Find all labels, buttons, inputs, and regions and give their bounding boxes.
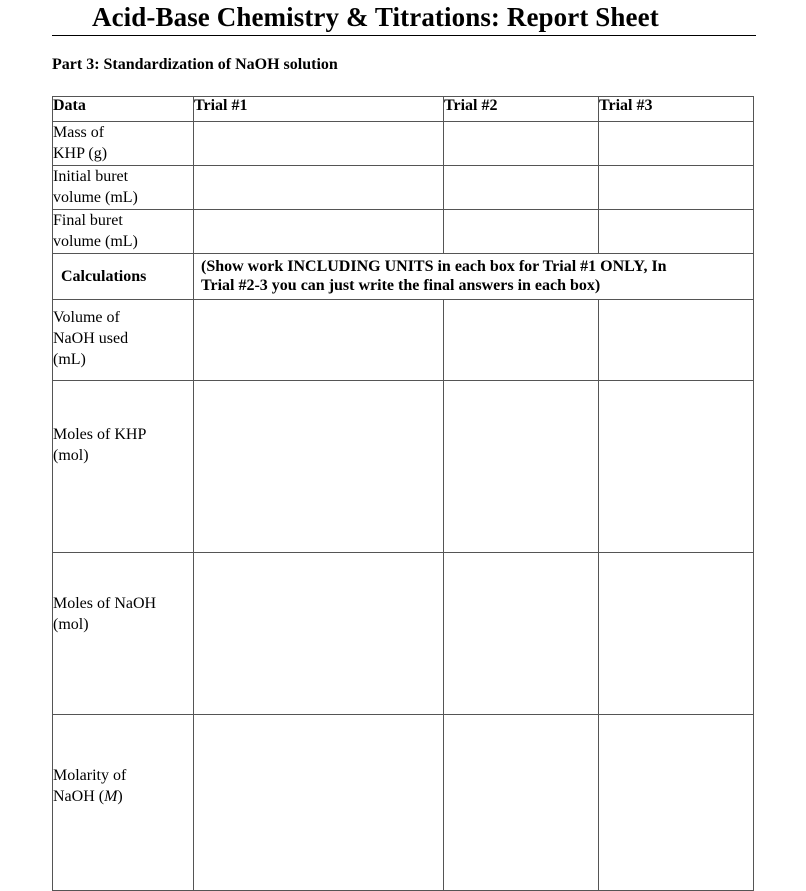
cell-initial-buret-trial-3[interactable] (599, 166, 754, 210)
row-label-moles-khp (53, 381, 194, 553)
cell-initial-buret-trial-2[interactable] (444, 166, 599, 210)
molarity-unit: M (104, 788, 118, 805)
cell-final-buret-trial-1[interactable] (194, 210, 444, 254)
row-label-mass-khp (53, 122, 194, 166)
cell-final-buret-trial-2[interactable] (444, 210, 599, 254)
column-header-trial-2: Trial #2 (444, 97, 599, 122)
label-line: Molarity of (53, 767, 127, 784)
table-row-calculations (53, 254, 754, 300)
report-title: Acid-Base Chemistry & Titrations: Report Sheet (92, 2, 659, 32)
label-line: (mL) (53, 351, 86, 368)
column-header-trial-3: Trial #3 (599, 97, 754, 122)
cell-moles-naoh-trial-3[interactable] (599, 553, 754, 715)
table-row-moles-naoh (53, 553, 754, 715)
cell-moles-khp-trial-1[interactable] (194, 381, 444, 553)
label-line: Moles of NaOH (53, 595, 157, 612)
instruction-line: (Show work INCLUDING UNITS in each box for Trial #1 ONLY, In (201, 258, 667, 275)
section-subtitle: Part 3: Standardization of NaOH solution (52, 56, 338, 73)
label-line: Initial buret (53, 168, 129, 185)
cell-volume-naoh-trial-3[interactable] (599, 300, 754, 381)
row-label-moles-naoh (53, 553, 194, 715)
row-label-molarity-naoh (53, 715, 194, 891)
cell-volume-naoh-trial-1[interactable] (194, 300, 444, 381)
table-row-molarity-naoh (53, 715, 754, 891)
column-header-data: Data (53, 97, 194, 122)
table-row-initial-buret (53, 166, 754, 210)
label-line: KHP (g) (53, 145, 108, 162)
cell-final-buret-trial-3[interactable] (599, 210, 754, 254)
label-line: volume (mL) (53, 189, 138, 206)
column-header-trial-1: Trial #1 (194, 97, 444, 122)
row-label-final-buret (53, 210, 194, 254)
row-label-initial-buret (53, 166, 194, 210)
cell-moles-naoh-trial-2[interactable] (444, 553, 599, 715)
report-table (52, 96, 754, 891)
label-line: Moles of KHP (53, 426, 147, 443)
table-row-final-buret (53, 210, 754, 254)
calculations-label: Calculations (53, 254, 194, 300)
label-line: Mass of (53, 124, 105, 141)
cell-volume-naoh-trial-2[interactable] (444, 300, 599, 381)
cell-moles-naoh-trial-1[interactable] (194, 553, 444, 715)
label-text: ) (117, 788, 123, 805)
label-line (53, 786, 193, 807)
cell-moles-khp-trial-2[interactable] (444, 381, 599, 553)
label-line: Volume of (53, 309, 120, 326)
cell-mass-khp-trial-1[interactable] (194, 122, 444, 166)
cell-molarity-naoh-trial-2[interactable] (444, 715, 599, 891)
calculations-instructions (194, 254, 754, 300)
table-row-mass-khp (53, 122, 754, 166)
label-line: volume (mL) (53, 233, 138, 250)
table-row-volume-naoh (53, 300, 754, 381)
cell-mass-khp-trial-2[interactable] (444, 122, 599, 166)
label-text: NaOH ( (53, 788, 105, 805)
cell-moles-khp-trial-3[interactable] (599, 381, 754, 553)
title-underline (52, 35, 756, 36)
row-label-volume-naoh (53, 300, 194, 381)
label-line: (mol) (53, 447, 89, 464)
table-header-row (53, 97, 754, 122)
cell-initial-buret-trial-1[interactable] (194, 166, 444, 210)
cell-molarity-naoh-trial-1[interactable] (194, 715, 444, 891)
label-line: NaOH used (53, 330, 129, 347)
table-row-moles-khp (53, 381, 754, 553)
label-line: (mol) (53, 616, 89, 633)
label-line: Final buret (53, 212, 123, 229)
cell-molarity-naoh-trial-3[interactable] (599, 715, 754, 891)
instruction-line: Trial #2-3 you can just write the final answers in each box) (201, 277, 601, 294)
cell-mass-khp-trial-3[interactable] (599, 122, 754, 166)
